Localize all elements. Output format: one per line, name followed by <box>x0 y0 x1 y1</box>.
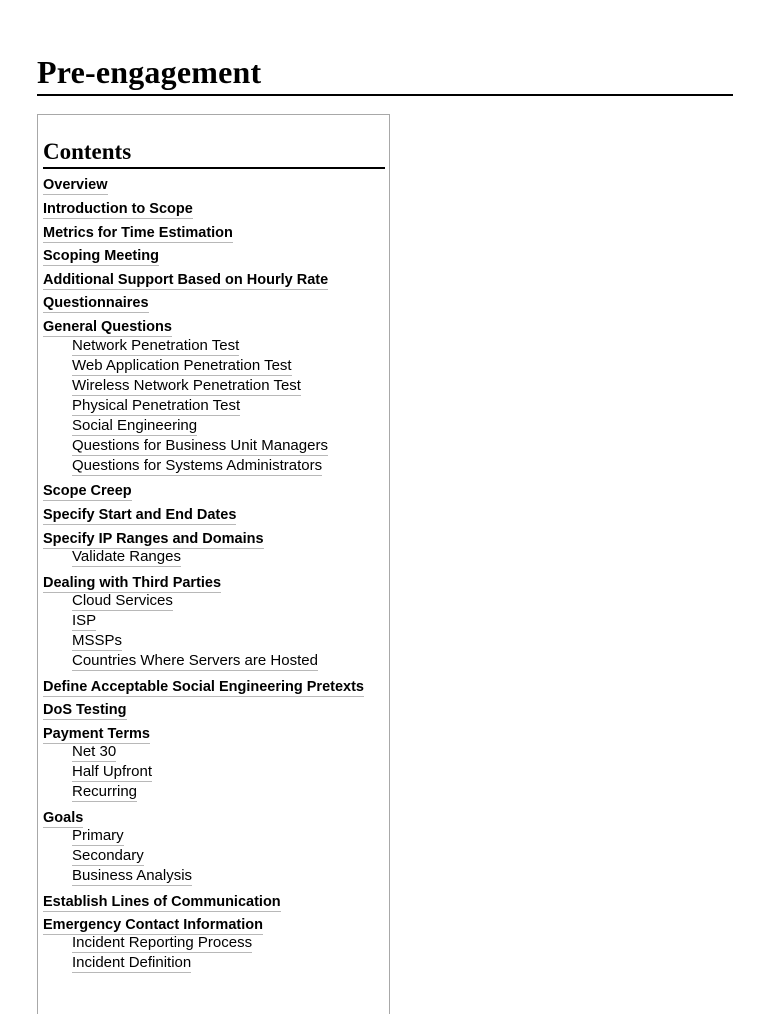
toc-section-link[interactable]: Additional Support Based on Hourly Rate <box>43 272 329 288</box>
toc-subsection-link[interactable]: Secondary <box>72 847 144 864</box>
page-title: Pre-engagement <box>37 54 262 90</box>
toc-subsection-link[interactable]: Incident Definition <box>72 954 192 971</box>
toc-section-link[interactable]: Questionnaires <box>43 295 149 311</box>
toc-section-link[interactable]: Emergency Contact Information <box>43 917 263 933</box>
toc-subsection-link[interactable]: ISP <box>72 612 97 629</box>
toc-subsection-link[interactable]: Business Analysis <box>72 867 193 884</box>
toc-subsection-link[interactable]: Cloud Services <box>72 592 173 609</box>
toc-section-link[interactable]: General Questions <box>43 319 172 335</box>
toc-subsection-link[interactable]: Primary <box>72 827 124 844</box>
toc-subsection-link[interactable]: Network Penetration Test <box>72 337 240 354</box>
toc-section-link[interactable]: Payment Terms <box>43 726 150 742</box>
toc-subsection-link[interactable]: Questions for Business Unit Managers <box>72 437 328 454</box>
toc-section-link[interactable]: Overview <box>43 177 108 193</box>
toc-heading: Contents <box>43 139 132 164</box>
toc-section-link[interactable]: Scope Creep <box>43 483 132 499</box>
table-of-contents <box>37 114 390 1014</box>
toc-list <box>38 115 389 1014</box>
toc-section-link[interactable]: Establish Lines of Communication <box>43 894 281 910</box>
title-divider <box>37 94 733 96</box>
toc-section-link[interactable]: Define Acceptable Social Engineering Pretexts <box>43 679 364 695</box>
toc-subsection-link[interactable]: Web Application Penetration Test <box>72 357 292 374</box>
toc-section-link[interactable]: Specify Start and End Dates <box>43 507 237 523</box>
toc-subsection-link[interactable]: Recurring <box>72 783 138 800</box>
toc-subsection-link[interactable]: Half Upfront <box>72 763 153 780</box>
toc-subsection-link[interactable]: Net 30 <box>72 743 117 760</box>
toc-subsection-link[interactable]: MSSPs <box>72 632 123 649</box>
toc-section-link[interactable]: Goals <box>43 810 84 826</box>
toc-subsection-link[interactable]: Validate Ranges <box>72 548 181 565</box>
toc-section-link[interactable]: Scoping Meeting <box>43 248 159 264</box>
toc-subsection-link[interactable]: Incident Reporting Process <box>72 934 253 951</box>
toc-subsection-link[interactable]: Questions for Systems Administrators <box>72 457 323 474</box>
toc-section-link[interactable]: Introduction to Scope <box>43 201 193 217</box>
toc-section-link[interactable]: Metrics for Time Estimation <box>43 225 233 241</box>
toc-subsection-link[interactable]: Physical Penetration Test <box>72 397 241 414</box>
toc-subsection-link[interactable]: Countries Where Servers are Hosted <box>72 652 318 669</box>
toc-subsection-link[interactable]: Wireless Network Penetration Test <box>72 377 301 394</box>
toc-section-link[interactable]: Dealing with Third Parties <box>43 575 222 591</box>
toc-section-link[interactable]: Specify IP Ranges and Domains <box>43 531 264 547</box>
toc-subsection-link[interactable]: Social Engineering <box>72 417 198 434</box>
toc-section-link[interactable]: DoS Testing <box>43 702 127 718</box>
